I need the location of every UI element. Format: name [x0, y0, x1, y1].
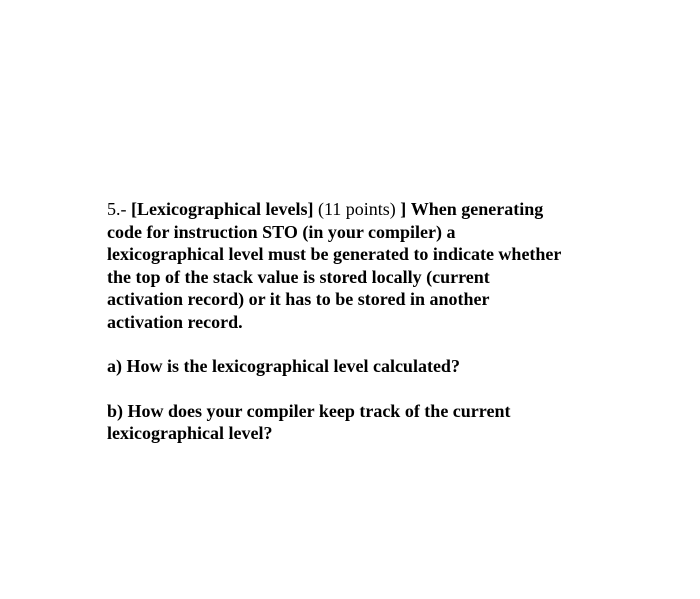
- question-intro-line-6: activation record.: [107, 311, 243, 332]
- spacer: [107, 333, 667, 355]
- part-b-question-line-1: b) How does your compiler keep track of the current: [107, 400, 511, 421]
- question-header-line: [107, 198, 667, 221]
- question-number: 5.-: [107, 199, 127, 219]
- spacer: [107, 378, 667, 400]
- part-a-question: a) How is the lexicographical level calculated?: [107, 356, 460, 376]
- question-intro-line-4: the top of the stack value is stored locally (current: [107, 266, 490, 287]
- part-b-question-line-2: lexicographical level?: [107, 423, 273, 443]
- question-intro-line-5: activation record) or it has to be stored in another: [107, 289, 490, 309]
- question-bracket: ]: [400, 199, 407, 219]
- question-intro-line-3: lexicographical level must be generated to indicate whether: [107, 244, 562, 264]
- question-points: (11 points): [317, 199, 396, 219]
- question-topic: [Lexicographical levels]: [131, 199, 314, 219]
- question-intro-line-2: code for instruction STO (in your compiler) a: [107, 221, 456, 242]
- question-intro-line-1: When generating: [410, 199, 544, 219]
- question-block: [107, 198, 667, 445]
